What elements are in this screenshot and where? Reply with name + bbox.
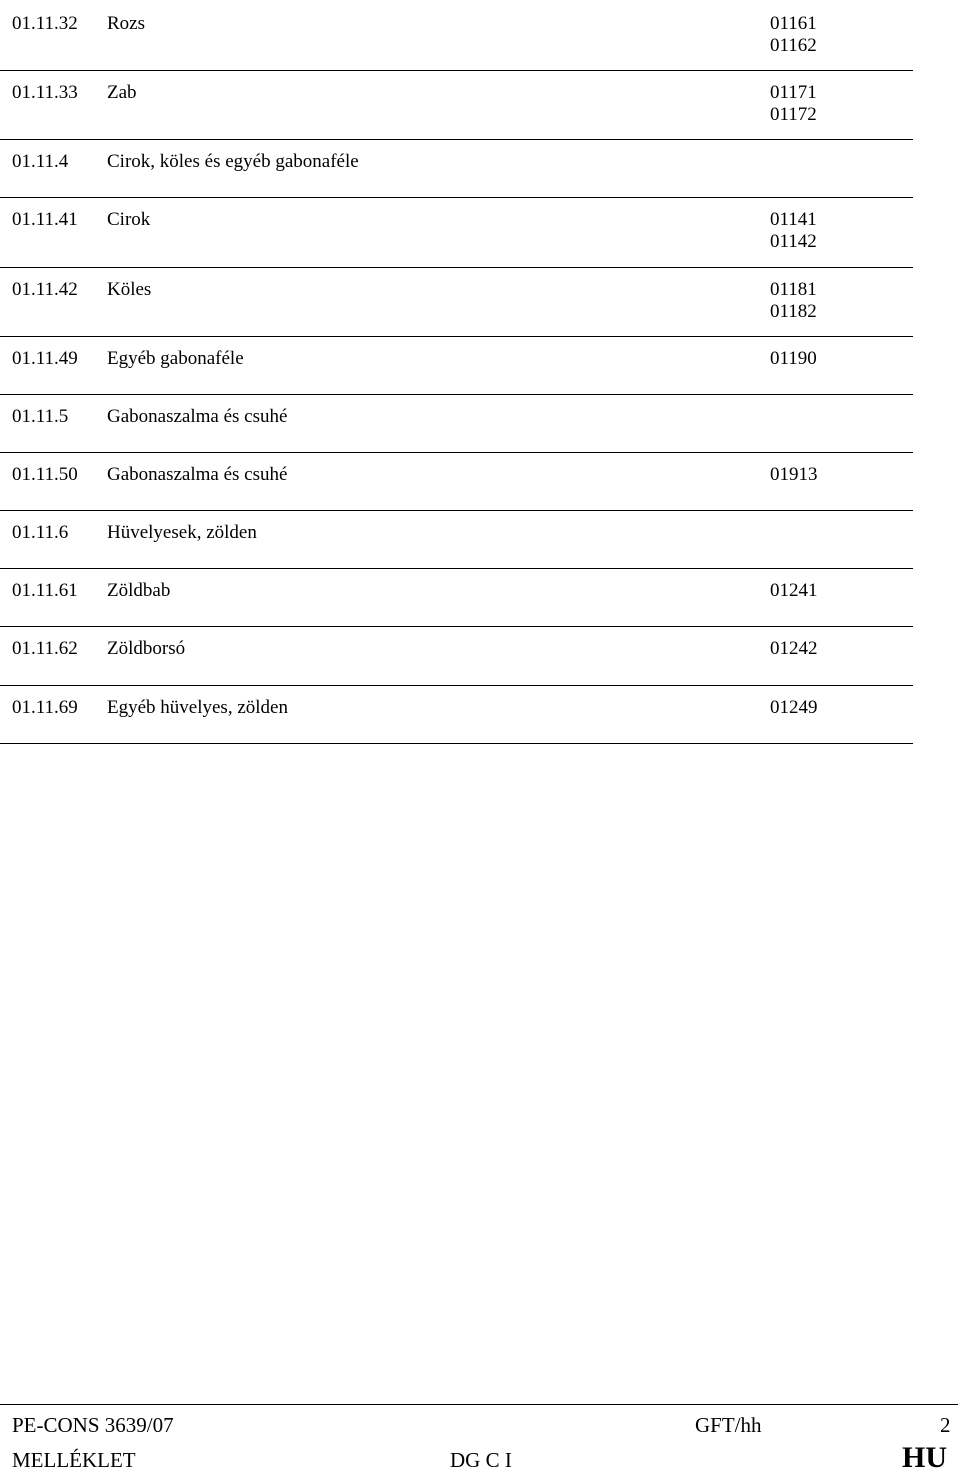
- row-ref: 01142: [770, 231, 817, 252]
- row-code: 01.11.49: [12, 348, 78, 369]
- table-row: [0, 198, 913, 268]
- footer-doc-ref: PE-CONS 3639/07: [12, 1413, 174, 1437]
- row-refs: [770, 13, 817, 57]
- table-row: [0, 627, 913, 686]
- row-refs: [770, 209, 817, 253]
- table-row: [0, 268, 913, 337]
- row-ref: 01181: [770, 279, 817, 300]
- row-refs: [770, 279, 817, 323]
- row-refs: [770, 348, 817, 370]
- row-ref: 01182: [770, 301, 817, 322]
- row-ref: 01141: [770, 209, 817, 230]
- row-code: 01.11.5: [12, 406, 69, 427]
- row-name: Zöldbab: [107, 580, 171, 601]
- row-ref: 01171: [770, 82, 817, 103]
- footer-dg: DG C I: [450, 1448, 512, 1472]
- table-row: [0, 453, 913, 511]
- table-row: [0, 686, 913, 744]
- row-code: 01.11.32: [12, 13, 78, 34]
- row-code: 01.11.4: [12, 151, 69, 172]
- footer-section: MELLÉKLET: [12, 1448, 136, 1472]
- row-code: 01.11.6: [12, 522, 69, 543]
- table-row: [0, 337, 913, 395]
- row-code: 01.11.33: [12, 82, 78, 103]
- row-name: Hüvelyesek, zölden: [107, 522, 257, 543]
- row-name: Egyéb hüvelyes, zölden: [107, 697, 288, 718]
- row-name: Köles: [107, 279, 152, 300]
- row-name: Egyéb gabonaféle: [107, 348, 244, 369]
- row-name: Cirok, köles és egyéb gabonaféle: [107, 151, 359, 172]
- row-refs: [770, 638, 818, 660]
- table-row: [0, 511, 913, 569]
- row-refs: [770, 464, 818, 486]
- row-ref: 01172: [770, 104, 817, 125]
- row-code: 01.11.69: [12, 697, 78, 718]
- row-refs: [770, 82, 817, 126]
- table-row: [0, 395, 913, 453]
- row-code: 01.11.61: [12, 580, 78, 601]
- row-code: 01.11.62: [12, 638, 78, 659]
- footer-divider: [0, 1404, 958, 1405]
- row-code: 01.11.41: [12, 209, 78, 230]
- row-code: 01.11.50: [12, 464, 78, 485]
- row-name: Rozs: [107, 13, 145, 34]
- row-ref: 01161: [770, 13, 817, 34]
- row-refs: [770, 580, 818, 602]
- table-row: [0, 140, 913, 198]
- row-ref: 01913: [770, 464, 818, 485]
- row-refs: [770, 697, 818, 719]
- table-row: [0, 569, 913, 627]
- row-name: Gabonaszalma és csuhé: [107, 406, 288, 427]
- row-name: Zab: [107, 82, 137, 103]
- row-code: 01.11.42: [12, 279, 78, 300]
- row-ref: 01162: [770, 35, 817, 56]
- footer-author: GFT/hh: [695, 1413, 762, 1437]
- footer-page-number: 2: [940, 1413, 951, 1437]
- table-row: [0, 1, 913, 71]
- row-ref: 01241: [770, 580, 818, 601]
- footer-language: HU: [902, 1441, 947, 1474]
- table-row: [0, 71, 913, 140]
- row-ref: 01249: [770, 697, 818, 718]
- row-ref: 01190: [770, 348, 817, 369]
- row-name: Cirok: [107, 209, 151, 230]
- row-name: Gabonaszalma és csuhé: [107, 464, 288, 485]
- row-ref: 01242: [770, 638, 818, 659]
- row-name: Zöldborsó: [107, 638, 186, 659]
